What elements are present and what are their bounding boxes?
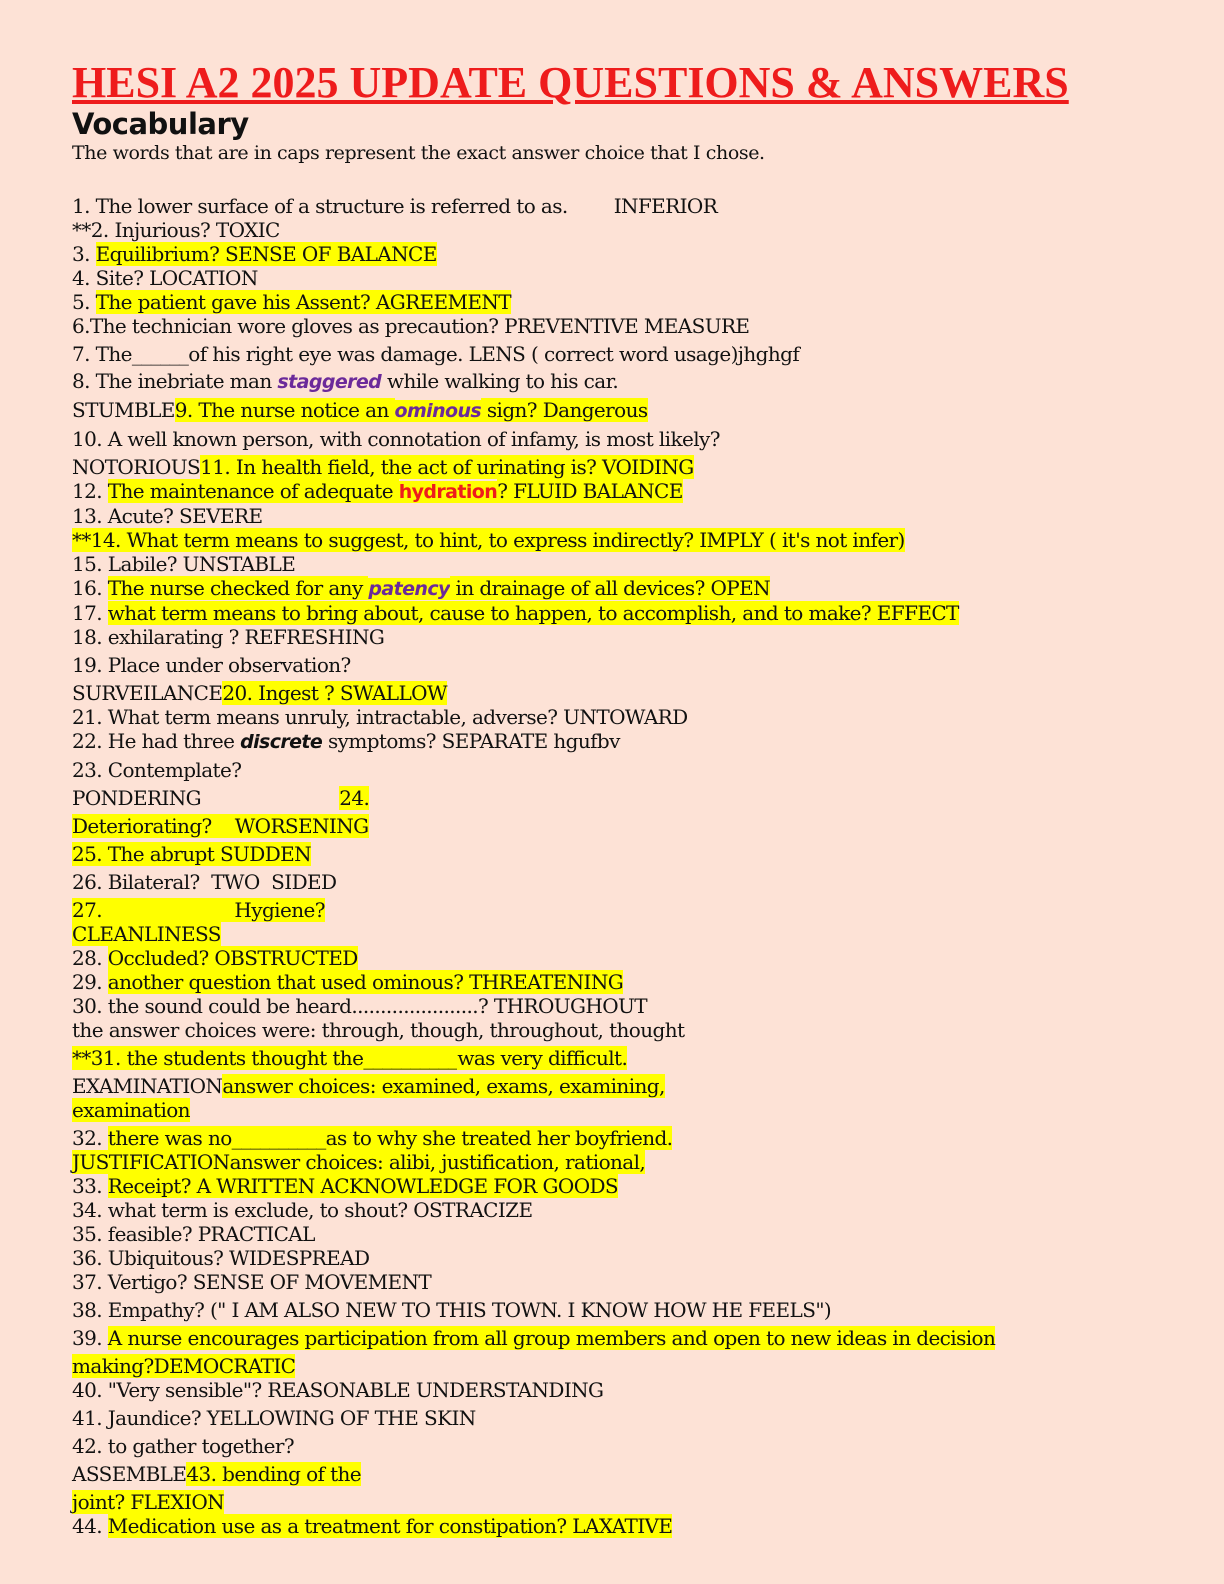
qa-line [72,625,1162,649]
qa-line-segment: **14. What term means to suggest, to hint, to express indirectly? IMPLY ( it's not infer) [72,528,905,552]
qa-line-segment: **2. Injurious? TOXIC [72,218,280,242]
qa-line [72,479,1162,504]
qa-line-segment: 20. Ingest ? SWALLOW [222,681,447,705]
intro-text: The words that are in caps represent the exact answer choice that I chose. [72,142,765,164]
qa-line-segment: 37. Vertigo? SENSE OF MOVEMENT [72,1270,432,1294]
qa-line-segment: STUMBLE [72,398,175,422]
qa-line [72,705,1162,729]
qa-line [72,1462,1162,1486]
qa-line [72,342,1162,366]
qa-line [72,266,1162,290]
qa-line-segment: 3. [72,242,96,266]
qa-line-segment: 7. The______of his right eye was damage. LENS ( correct word usage)jhghgf [72,342,800,366]
qa-line [72,1018,1162,1042]
qa-line-segment: while walking to his car. [381,369,619,393]
qa-line-segment: 5. [72,290,96,314]
qa-line-segment: NOTORIOUS [72,455,201,479]
qa-line-segment: 17. [72,601,108,625]
qa-line-segment: 12. [72,479,108,503]
qa-line-segment: JUSTIFICATION [72,1150,230,1174]
qa-line-segment: 10. A well known person, with connotation of infamy, is most likely? [72,427,720,451]
qa-line-segment: CLEANLINESS [72,922,221,946]
qa-line [72,1326,1162,1350]
qa-line-segment: SUDDEN [219,842,312,866]
qa-line-segment: symptoms? SEPARATE hgufbv [322,729,620,753]
qa-line [72,1046,1162,1070]
qa-line-segment: ASSEMBLE [72,1462,187,1486]
qa-line-segment: ? FLUID BALANCE [497,479,683,503]
qa-line-segment: 4. Site? LOCATION [72,266,258,290]
qa-line-segment: SURVEILANCE [72,681,223,705]
qa-line [72,528,1162,552]
qa-line-segment: PONDERING [72,786,340,810]
qa-line-segment: Receipt? A WRITTEN ACKNOWLEDGE FOR GOODS [107,1174,619,1198]
qa-line [72,1378,1162,1402]
qa-line-segment: 22. He had three [72,729,241,753]
qa-line [72,814,1162,838]
qa-line-segment: the answer choices were: through, though, throughout, thought [72,1018,685,1042]
qa-line [72,970,1162,994]
qa-line-segment: what term means to bring about, cause to happen, to accomplish, and to make? EFFECT [107,601,959,625]
qa-line-segment: 21. What term means unruly, intractable, adverse? UNTOWARD [72,705,688,729]
qa-line [72,653,1162,677]
qa-line [72,601,1162,625]
qa-line-segment: **31. the students thought the [72,1046,364,1070]
qa-line-segment: 6.The technician wore gloves as precaution? PREVENTIVE MEASURE [72,314,750,338]
qa-line [72,314,1162,338]
qa-line [72,758,1162,782]
qa-line-segment: 34. what term is exclude, to shout? OSTRACIZE [72,1198,533,1222]
qa-line [72,1434,1162,1458]
qa-line-segment: 18. exhilarating ? REFRESHING [72,625,385,649]
qa-line-segment: hydration [398,481,498,503]
qa-line-segment: 16. [72,576,108,600]
qa-line [72,552,1162,576]
qa-line-segment: 13. Acute? SEVERE [72,504,263,528]
qa-line [72,1150,1162,1174]
qa-line-segment: 11. In health field, the act of urinating is? VOIDING [200,455,694,479]
qa-line-segment: ominous [394,400,482,422]
qa-line-segment: 15. Labile? UNSTABLE [72,552,296,576]
qa-line [72,946,1162,970]
qa-line-segment: 29. [72,970,108,994]
qa-line [72,922,1162,946]
qa-line-segment: in drainage of all devices? OPEN [449,576,771,600]
qa-line [72,1514,1162,1538]
qa-line [72,398,1162,423]
qa-line-segment: 40. "Very sensible"? REASONABLE UNDERSTANDING [72,1378,604,1402]
qa-line-segment: 43. bending of the [186,1462,362,1486]
qa-line [72,786,1162,810]
qa-line [72,898,1162,922]
qa-line [72,1298,1162,1322]
qa-line-segment: 41. Jaundice? YELLOWING OF THE SKIN [72,1406,476,1430]
qa-line-segment: Medication use as a treatment for constipation? LAXATIVE [107,1514,673,1538]
qa-line [72,290,1162,314]
qa-line-segment: sign? Dangerous [481,398,648,422]
qa-line-segment: answer choices: examined, exams, examining, [222,1074,665,1098]
qa-line-segment: The patient gave his Assent? AGREEMENT [95,290,512,314]
qa-line-segment: 44. [72,1514,108,1538]
qa-line [72,1098,1162,1122]
qa-line-segment: 36. Ubiquitous? WIDESPREAD [72,1246,370,1270]
qa-line-segment: 26. Bilateral? TWO SIDED [72,870,337,894]
qa-line [72,1406,1162,1430]
qa-line-segment: 9. The nurse notice an [174,398,395,422]
qa-line [72,842,1162,866]
qa-line-segment: A nurse encourages participation from all group members and open to new ideas in decision [107,1326,996,1350]
qa-line [72,1074,1162,1098]
qa-line [72,1246,1162,1270]
qa-line-segment: examination [72,1098,190,1122]
qa-line [72,1198,1162,1222]
qa-line [72,218,1162,242]
qa-line-segment: making?DEMOCRATIC [72,1354,296,1378]
qa-line-segment: joint? FLEXION [72,1490,225,1514]
qa-line-segment: Equilibrium? SENSE OF BALANCE [95,242,437,266]
qa-line-segment: 33. [72,1174,108,1198]
qa-line-segment: 27. Hygiene? [72,898,325,922]
qa-line-segment: answer choices: alibi, justification, rational, [229,1150,646,1174]
qa-line [72,504,1162,528]
qa-line [72,1222,1162,1246]
qa-line-segment: 25. The abrupt [72,842,220,866]
qa-line-segment: Deteriorating? WORSENING [72,814,369,838]
qa-line [72,681,1162,705]
document-title: HESI A2 2025 UPDATE QUESTIONS & ANSWERS [72,58,1069,107]
qa-line-segment: 35. feasible? PRACTICAL [72,1222,315,1246]
qa-line [72,455,1162,479]
qa-line-segment: 28. [72,946,108,970]
qa-line-segment: The nurse checked for any [107,576,369,600]
qa-line-segment: 42. to gather together? [72,1434,294,1458]
document-page [72,58,1162,1538]
qa-line-segment: staggered [277,371,382,393]
qa-line-segment: discrete [240,731,323,753]
qa-line-segment: Occluded? OBSTRUCTED [107,946,358,970]
qa-line [72,369,1162,394]
qa-line [72,870,1162,894]
qa-line-segment: 39. [72,1326,108,1350]
qa-line-segment: there was no__________as to why she treated her boyfriend. [107,1126,673,1150]
qa-line-segment: 23. Contemplate? [72,758,242,782]
qa-line-segment: 8. The inebriate man [72,369,278,393]
qa-line-segment: __________ [363,1046,458,1070]
qa-line [72,1126,1162,1150]
qa-line [72,729,1162,754]
qa-line-segment: EXAMINATION [72,1074,223,1098]
qa-line-segment: 19. Place under observation? [72,653,351,677]
qa-line [72,194,1162,218]
qa-line-segment: 32. [72,1126,108,1150]
qa-line-segment: patency [368,578,450,600]
qa-line-segment: another question that used ominous? THREATENING [107,970,624,994]
qa-line [72,994,1162,1018]
qa-line [72,1174,1162,1198]
qa-line [72,1354,1162,1378]
qa-line [72,1490,1162,1514]
qa-line-segment: 30. the sound could be heard......................? THROUGHOUT [72,994,648,1018]
qa-line-segment: 38. Empathy? (" I AM ALSO NEW TO THIS TOWN. I KNOW HOW HE FEELS") [72,1298,832,1322]
qa-line-segment: was very difficult. [457,1046,628,1070]
qa-line [72,1270,1162,1294]
question-answer-list [72,194,1162,1538]
qa-line-segment: 24. [339,786,370,810]
qa-line [72,576,1162,601]
qa-line [72,427,1162,451]
qa-line-segment: The maintenance of adequate [107,479,399,503]
qa-line [72,242,1162,266]
qa-line-segment: 1. The lower surface of a structure is referred to as. INFERIOR [72,194,718,218]
section-heading: Vocabulary [72,107,249,141]
